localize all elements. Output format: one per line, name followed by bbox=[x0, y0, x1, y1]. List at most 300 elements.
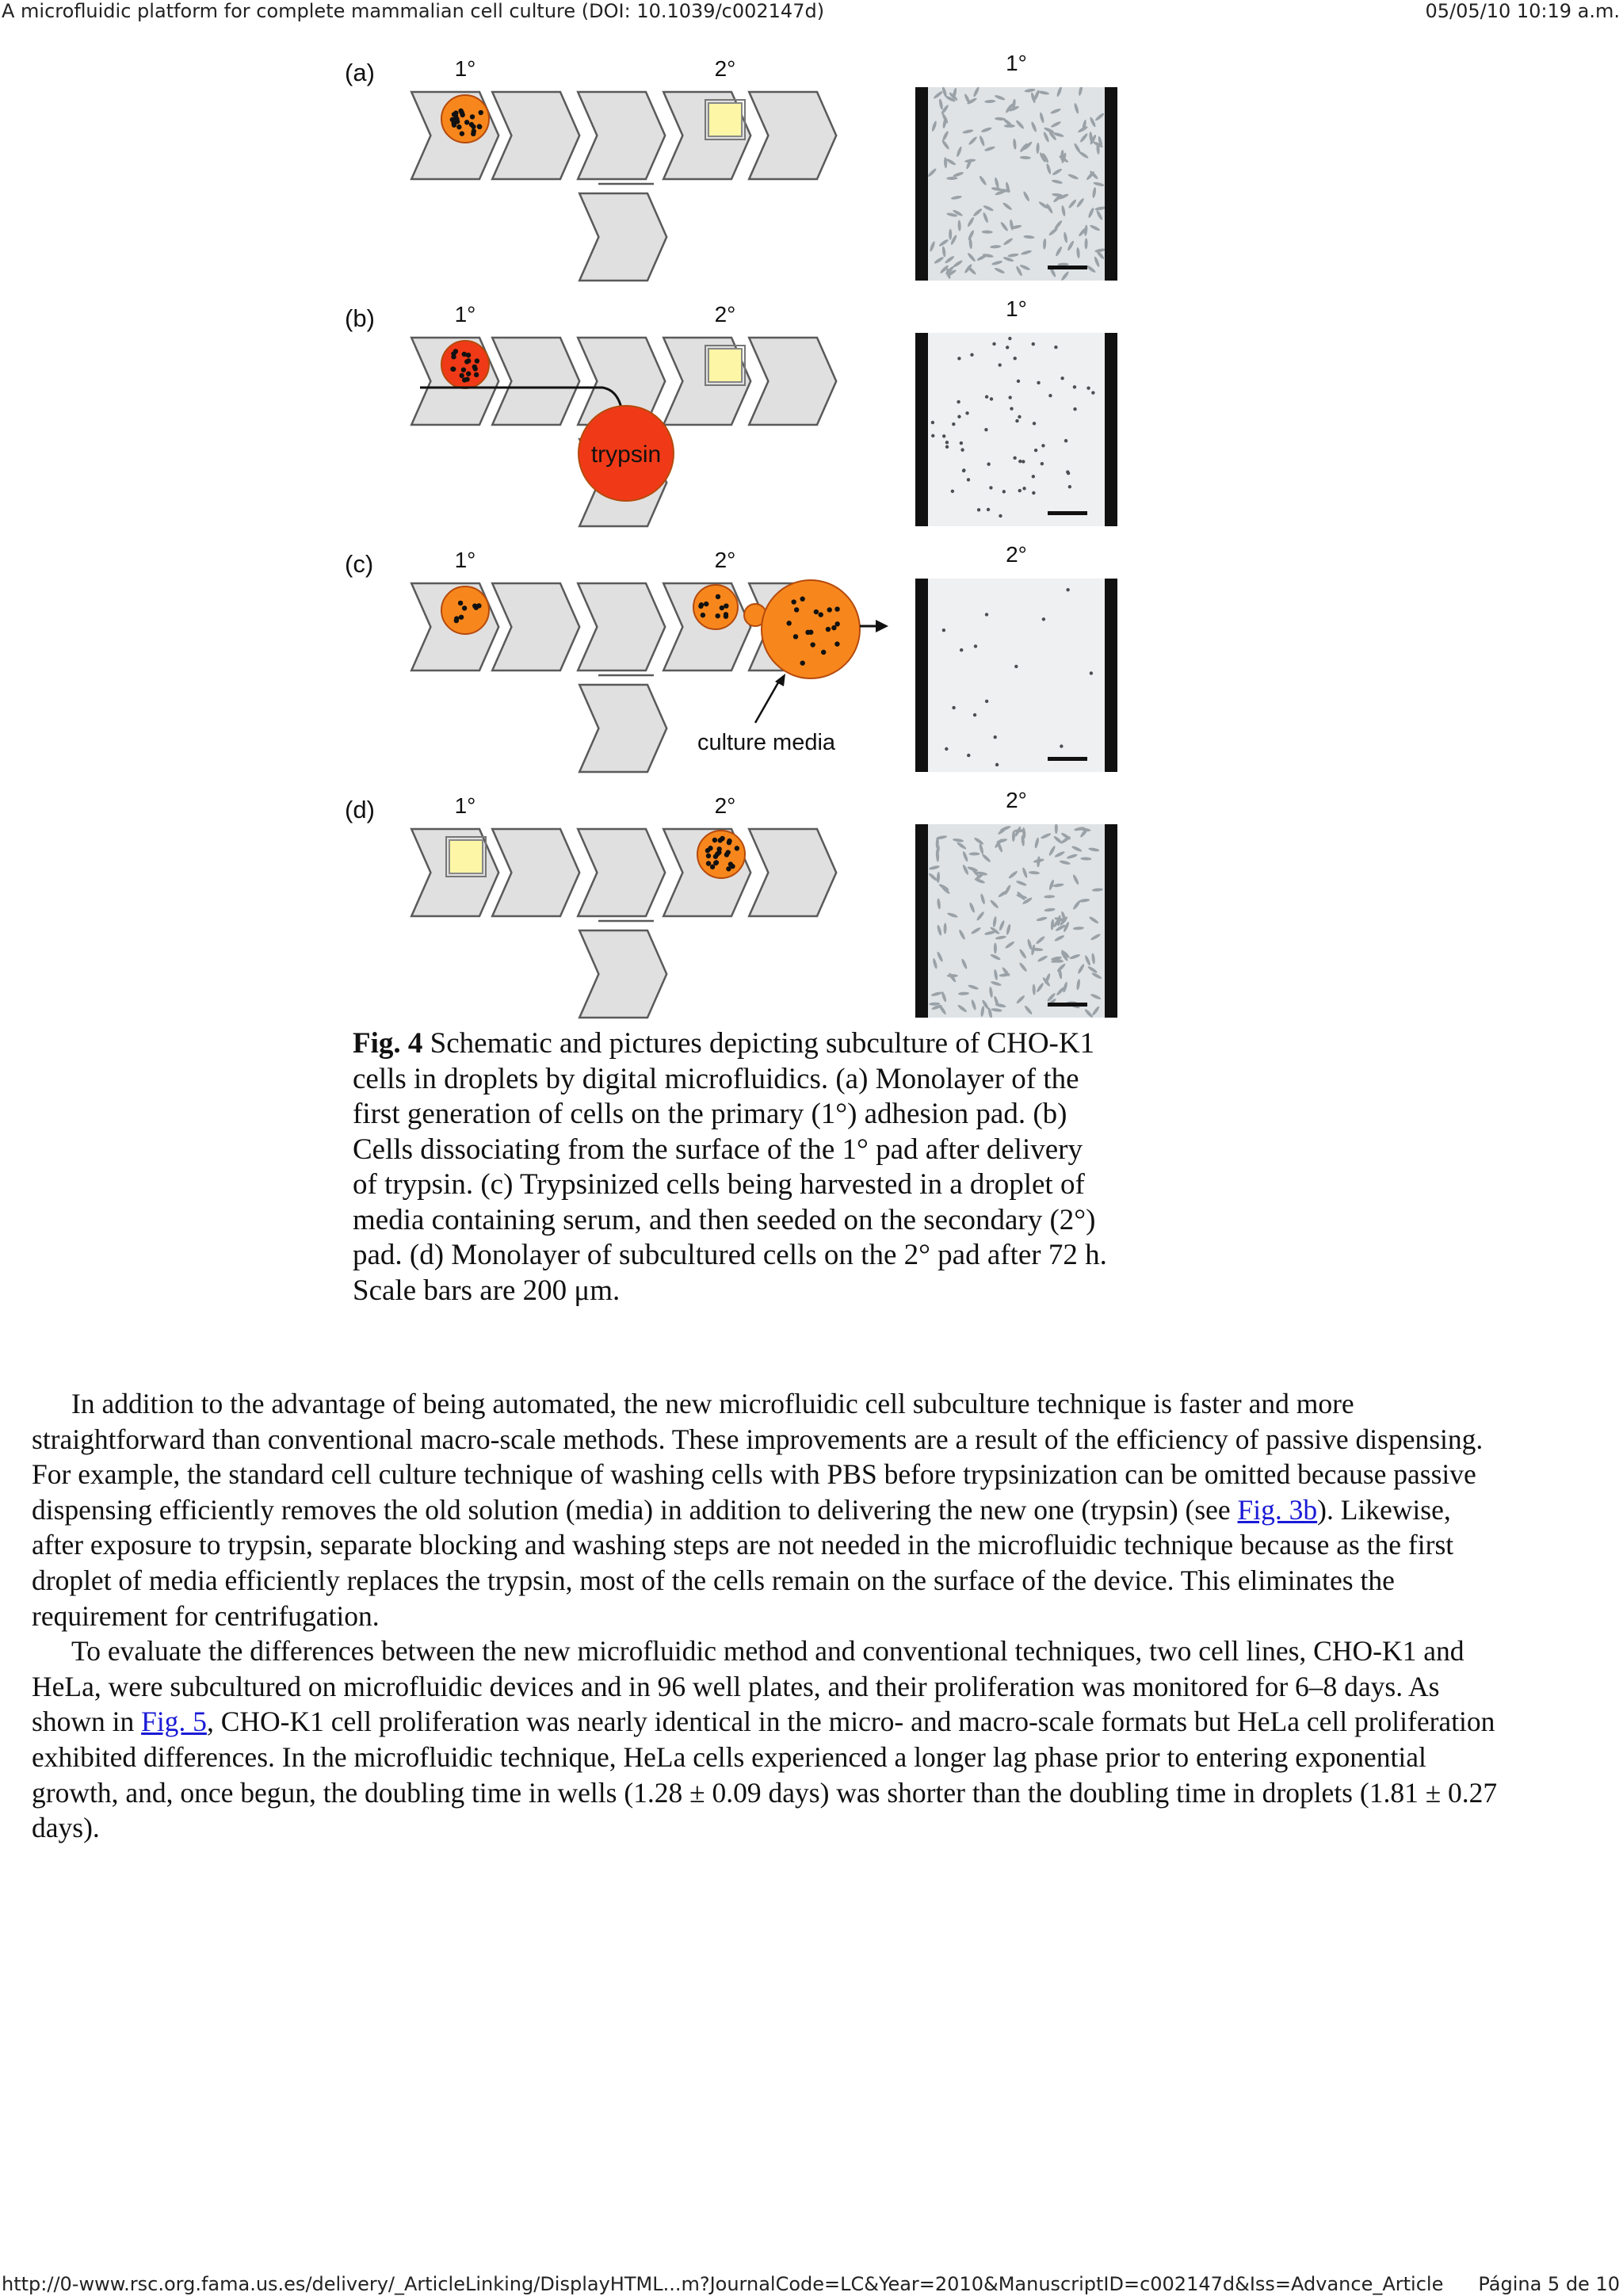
cell bbox=[938, 98, 944, 110]
cell bbox=[1034, 449, 1037, 452]
cell bbox=[958, 991, 969, 995]
cell bbox=[1063, 231, 1067, 243]
cell-dot bbox=[698, 604, 703, 609]
electrode bbox=[492, 829, 579, 916]
cell bbox=[1069, 953, 1081, 961]
cell bbox=[1073, 143, 1082, 154]
cell bbox=[928, 167, 938, 178]
electrode bbox=[749, 829, 836, 916]
cell bbox=[1018, 460, 1022, 463]
cell bbox=[1036, 916, 1048, 922]
cell-dot bbox=[714, 860, 719, 865]
cell-dot bbox=[464, 120, 469, 124]
cell-dot bbox=[459, 373, 464, 378]
cell bbox=[1094, 113, 1105, 122]
cell bbox=[991, 980, 1002, 987]
cell bbox=[1036, 982, 1044, 993]
cell bbox=[942, 628, 945, 632]
cell bbox=[1045, 163, 1052, 175]
micrograph-image bbox=[915, 87, 1117, 281]
cell bbox=[1045, 203, 1054, 214]
cell bbox=[941, 139, 949, 151]
cell bbox=[1073, 385, 1076, 388]
cell bbox=[1016, 880, 1027, 887]
cell-dot bbox=[827, 607, 832, 612]
cell bbox=[1032, 984, 1036, 995]
cell-dot bbox=[459, 615, 464, 620]
cell-dot bbox=[727, 839, 731, 843]
cell bbox=[936, 951, 944, 962]
electrode bbox=[749, 338, 836, 425]
cell bbox=[957, 220, 961, 231]
cell bbox=[977, 508, 980, 511]
micrograph-c bbox=[915, 542, 1117, 772]
cell-dot bbox=[455, 119, 460, 124]
cell bbox=[992, 916, 997, 927]
cell bbox=[1088, 915, 1099, 924]
cell bbox=[979, 175, 987, 186]
cell bbox=[973, 837, 984, 846]
cell bbox=[1080, 857, 1091, 861]
cell bbox=[980, 1006, 985, 1017]
cell-dot bbox=[471, 124, 475, 129]
cell bbox=[960, 648, 963, 651]
panel-c bbox=[337, 542, 1117, 780]
cell bbox=[1055, 824, 1058, 834]
cell bbox=[999, 825, 1011, 832]
cell bbox=[1083, 225, 1087, 236]
cell bbox=[957, 1004, 968, 1014]
cell-dot bbox=[479, 110, 483, 115]
cell bbox=[984, 146, 996, 152]
cell-dot bbox=[793, 634, 798, 639]
micrograph-label: 2° bbox=[1006, 542, 1027, 567]
cell bbox=[931, 421, 934, 424]
cell-dot bbox=[454, 618, 459, 623]
cell bbox=[994, 942, 997, 953]
cell-dot bbox=[461, 367, 466, 372]
cell-dot bbox=[834, 641, 839, 646]
electrode bbox=[492, 583, 579, 670]
cell bbox=[991, 1007, 1002, 1012]
cell bbox=[999, 920, 1006, 931]
cell bbox=[929, 865, 941, 870]
cell bbox=[990, 245, 1001, 249]
cell bbox=[957, 357, 960, 360]
electrode bbox=[579, 193, 666, 281]
scale-bar bbox=[1048, 511, 1087, 515]
cell bbox=[1075, 197, 1085, 208]
cell bbox=[958, 929, 966, 940]
electrode bbox=[492, 338, 579, 425]
cell-dot bbox=[831, 625, 836, 630]
cell bbox=[1054, 346, 1057, 349]
cell bbox=[1079, 132, 1089, 143]
cell-dot bbox=[466, 353, 471, 357]
cell bbox=[1018, 415, 1021, 418]
figure-caption bbox=[353, 1026, 1113, 1308]
paragraph-1-text-b: ). Likewise, after exposure to trypsin, separate blocking and washing steps are not needed in the microfluidic technique because as the first droplet of media efficiently replaces the trypsin, most of the cells remain on the surface of the device. This eliminates the requirement for centrifugation. bbox=[32, 1493, 1454, 1632]
cell-dot bbox=[800, 660, 805, 665]
cell bbox=[994, 267, 1005, 275]
cell bbox=[956, 146, 963, 157]
cell bbox=[1032, 491, 1035, 495]
cell bbox=[1066, 470, 1069, 473]
cell-dot bbox=[716, 613, 720, 618]
cell bbox=[979, 135, 986, 147]
caption-label: Fig. 4 bbox=[353, 1027, 423, 1060]
cell bbox=[1022, 460, 1025, 463]
micrograph-b bbox=[915, 296, 1117, 526]
adhesion-pad bbox=[708, 349, 742, 382]
cell bbox=[1071, 845, 1083, 852]
cell bbox=[972, 87, 980, 97]
cell-droplet bbox=[441, 95, 489, 143]
cell bbox=[1020, 156, 1031, 160]
pad-2-label: 2° bbox=[714, 302, 736, 327]
schematic-c bbox=[337, 542, 892, 780]
cell bbox=[1068, 485, 1071, 488]
cell bbox=[960, 448, 964, 451]
cell bbox=[1007, 253, 1018, 258]
cell-dot bbox=[716, 594, 720, 599]
cell bbox=[1091, 953, 1096, 964]
cell bbox=[970, 353, 973, 356]
micrograph-image bbox=[915, 824, 1117, 1018]
cell bbox=[1002, 490, 1006, 493]
cell bbox=[1010, 407, 1013, 410]
cell bbox=[1044, 907, 1055, 912]
cell-dot bbox=[715, 851, 720, 856]
cell bbox=[981, 853, 991, 863]
cell-dot bbox=[458, 601, 463, 606]
cell bbox=[1052, 179, 1064, 185]
cell bbox=[944, 255, 955, 265]
cell-dot bbox=[704, 602, 708, 606]
cell bbox=[1041, 462, 1044, 465]
cell-dot bbox=[834, 621, 839, 626]
cell bbox=[1039, 112, 1045, 124]
cell-dot bbox=[810, 642, 815, 647]
cell bbox=[1091, 391, 1094, 394]
cell-dot bbox=[805, 630, 810, 635]
electrode bbox=[579, 685, 666, 772]
cell bbox=[999, 221, 1009, 232]
cell bbox=[1061, 205, 1067, 217]
cell bbox=[1029, 871, 1040, 875]
cell bbox=[1012, 831, 1015, 842]
cell bbox=[979, 843, 984, 855]
cell bbox=[1052, 883, 1064, 888]
cell bbox=[994, 177, 1000, 189]
cell bbox=[933, 90, 943, 100]
cell bbox=[949, 229, 952, 240]
cell bbox=[1026, 938, 1033, 950]
cell bbox=[1067, 199, 1077, 209]
cell bbox=[1073, 102, 1079, 114]
cell bbox=[1021, 250, 1033, 256]
cell bbox=[1053, 835, 1064, 845]
cell bbox=[937, 872, 941, 883]
cell bbox=[1053, 220, 1063, 230]
cell bbox=[985, 395, 988, 398]
cell bbox=[1072, 874, 1080, 885]
cell-dot bbox=[716, 846, 721, 851]
cell bbox=[945, 747, 948, 751]
cell bbox=[1037, 381, 1040, 384]
cell bbox=[932, 958, 938, 970]
cell bbox=[1022, 487, 1025, 490]
cell-dot bbox=[814, 609, 819, 614]
figure-4 bbox=[337, 51, 1117, 1022]
cell bbox=[1006, 924, 1011, 936]
cell bbox=[1015, 120, 1025, 130]
scale-bar bbox=[1048, 1003, 1087, 1007]
cell bbox=[968, 984, 980, 991]
cell bbox=[951, 195, 962, 200]
cell-dot bbox=[473, 366, 478, 371]
electrode bbox=[492, 92, 579, 179]
cell bbox=[1004, 941, 1015, 949]
paragraph-2-text-a: To evaluate the differences between the new microfluidic method and conventional techniques, two cell lines, CHO-K1 and HeLa, were subcultured on microfluidic devices and in 96 well plates, and their proliferation was monitored for 6–8 days. As shown in bbox=[32, 1635, 1465, 1738]
panel-a bbox=[337, 51, 1117, 288]
cell bbox=[1064, 439, 1067, 442]
footer-url: http://0-www.rsc.org.fama.us.es/delivery/_ArticleLinking/DisplayHTML...m?JournalCode=LC&Year=2010&ManuscriptID=c002147d&Iss=Advance_Article bbox=[2, 2273, 1444, 2295]
cell bbox=[1024, 1005, 1033, 1015]
cell bbox=[1084, 1008, 1094, 1018]
panel-d bbox=[337, 788, 1117, 1026]
cell bbox=[984, 100, 995, 104]
cell bbox=[934, 256, 945, 265]
cell bbox=[1066, 588, 1069, 591]
header-title: A microfluidic platform for complete mammalian cell culture (DOI: 10.1039/c002147d) bbox=[2, 0, 825, 22]
cell bbox=[947, 911, 959, 918]
cell-dot bbox=[453, 113, 458, 118]
cell bbox=[1062, 981, 1068, 993]
cell bbox=[1008, 870, 1018, 880]
cell bbox=[983, 204, 994, 212]
cell bbox=[976, 254, 987, 262]
cell bbox=[1037, 955, 1048, 963]
cell-dot bbox=[451, 354, 456, 359]
cell bbox=[962, 850, 969, 862]
paragraph-2-text-b: , CHO-K1 cell proliferation was nearly identical in the micro- and macro-scale formats but HeLa cell proliferation exhibited differences. In the microfluidic technique, HeLa cells experienced a longer lag phase prior to entering exponential growth, and, once begun, the doubling time in wells (1.28 ± 0.09 days) was shorter than the doubling time in droplets (1.81 ± 0.27 days). bbox=[32, 1706, 1498, 1844]
cell bbox=[1060, 270, 1070, 281]
cell bbox=[1004, 124, 1015, 128]
fig-5-link[interactable]: Fig. 5 bbox=[141, 1706, 207, 1738]
cell bbox=[1059, 860, 1071, 865]
schematic-a bbox=[337, 51, 892, 288]
cell bbox=[1035, 935, 1045, 945]
electrode bbox=[749, 92, 836, 179]
adhesion-pad bbox=[449, 840, 483, 873]
cell-dot bbox=[724, 852, 729, 857]
cell bbox=[1013, 139, 1017, 150]
cell bbox=[1032, 342, 1035, 346]
cell bbox=[971, 926, 982, 935]
cell bbox=[1032, 475, 1035, 478]
cell bbox=[1042, 617, 1045, 621]
cell bbox=[1040, 832, 1051, 839]
arrow-head bbox=[876, 620, 888, 632]
cell bbox=[995, 763, 999, 766]
cell bbox=[998, 889, 1009, 898]
cell bbox=[1008, 337, 1011, 340]
pad-1-label: 1° bbox=[454, 793, 476, 818]
cell bbox=[931, 120, 938, 132]
cell-dot bbox=[800, 597, 804, 602]
cell bbox=[1091, 1006, 1100, 1017]
cell bbox=[991, 260, 1003, 266]
cell bbox=[1036, 143, 1040, 154]
cell-dot bbox=[474, 372, 479, 377]
cell bbox=[969, 852, 980, 855]
fig-3b-link[interactable]: Fig. 3b bbox=[1237, 1493, 1318, 1526]
cell bbox=[972, 208, 983, 217]
electrode bbox=[578, 583, 665, 670]
cell bbox=[995, 935, 1006, 940]
cell bbox=[957, 415, 960, 418]
cell bbox=[1037, 856, 1041, 867]
cell bbox=[1093, 181, 1105, 187]
pad-1-label: 1° bbox=[454, 548, 476, 572]
cell bbox=[1050, 120, 1061, 128]
cell bbox=[1008, 395, 1011, 399]
cell bbox=[1076, 979, 1081, 990]
cell bbox=[1060, 376, 1064, 380]
cell bbox=[1073, 407, 1076, 411]
cell bbox=[952, 706, 955, 709]
cell bbox=[1079, 898, 1090, 903]
cell bbox=[982, 212, 989, 223]
cell-dot bbox=[724, 603, 728, 608]
schematic-b bbox=[337, 296, 892, 534]
cell-dot bbox=[456, 124, 461, 129]
cell-dot bbox=[826, 627, 831, 632]
cell bbox=[1077, 963, 1086, 974]
cell bbox=[982, 230, 993, 233]
cell-dot bbox=[726, 866, 731, 871]
cell bbox=[967, 754, 970, 757]
cell bbox=[1056, 963, 1067, 973]
paragraph-2 bbox=[32, 1633, 1506, 1846]
cell bbox=[1084, 955, 1091, 966]
cell bbox=[953, 171, 964, 178]
cell bbox=[1018, 949, 1027, 960]
cell bbox=[974, 877, 986, 884]
cell bbox=[1048, 394, 1052, 397]
cell bbox=[1052, 168, 1063, 177]
cell bbox=[989, 486, 992, 489]
scale-bar bbox=[1048, 757, 1087, 761]
cell bbox=[960, 958, 968, 969]
micrograph-image bbox=[915, 333, 1117, 526]
cell bbox=[1041, 444, 1044, 447]
cell bbox=[967, 216, 976, 227]
cell-dot bbox=[451, 367, 456, 372]
cell-dot bbox=[466, 358, 471, 363]
cell bbox=[968, 136, 978, 146]
cell-dot bbox=[710, 865, 715, 869]
cell bbox=[1094, 206, 1105, 211]
cell bbox=[1088, 847, 1099, 852]
cell bbox=[974, 644, 977, 648]
article-body bbox=[32, 1386, 1506, 1846]
cell bbox=[1090, 993, 1102, 1000]
cell bbox=[938, 239, 949, 247]
cell bbox=[1013, 457, 1016, 460]
cell bbox=[993, 969, 998, 980]
cell-dot bbox=[712, 838, 717, 842]
cell bbox=[931, 434, 934, 437]
cell bbox=[1015, 995, 1025, 1005]
panel-letter: (b) bbox=[345, 304, 375, 332]
cell bbox=[985, 700, 988, 703]
cell bbox=[1090, 933, 1101, 941]
cell bbox=[967, 252, 976, 262]
cell bbox=[984, 428, 987, 431]
cell bbox=[1084, 238, 1087, 249]
cell bbox=[1014, 665, 1018, 668]
cell bbox=[1056, 87, 1063, 97]
culture-media-droplet bbox=[762, 580, 860, 678]
footer-page: Página 5 de 10 bbox=[1478, 2273, 1620, 2295]
micrograph-image bbox=[915, 579, 1117, 772]
cell bbox=[1048, 879, 1055, 891]
cell bbox=[1067, 240, 1075, 251]
panel-letter: (c) bbox=[345, 550, 374, 578]
cell-dot bbox=[701, 613, 705, 617]
electrode bbox=[578, 829, 665, 916]
pad-1-label: 1° bbox=[454, 302, 476, 327]
cell bbox=[987, 462, 990, 465]
cell-dot bbox=[705, 848, 710, 853]
cell bbox=[1067, 173, 1079, 180]
cell-dot bbox=[476, 603, 481, 608]
cell bbox=[1050, 919, 1054, 930]
cell bbox=[929, 241, 936, 253]
pad-2-label: 2° bbox=[714, 548, 736, 572]
cell bbox=[1018, 489, 1022, 492]
cell bbox=[987, 508, 990, 511]
cell bbox=[942, 434, 945, 437]
cell bbox=[1038, 90, 1050, 96]
cell bbox=[1090, 671, 1093, 674]
micrograph-label: 2° bbox=[1006, 788, 1027, 812]
cell bbox=[971, 999, 977, 1011]
cell bbox=[951, 490, 954, 493]
cell bbox=[962, 469, 965, 472]
pad-2-label: 2° bbox=[714, 56, 736, 81]
cell bbox=[1060, 744, 1063, 747]
cell bbox=[1030, 121, 1037, 132]
cell bbox=[946, 177, 957, 180]
cell bbox=[941, 246, 946, 257]
cell bbox=[1095, 209, 1103, 220]
cell bbox=[967, 478, 970, 481]
cell bbox=[1054, 934, 1065, 942]
cell bbox=[990, 397, 993, 400]
cell bbox=[994, 94, 1006, 101]
cell bbox=[1086, 387, 1090, 390]
cell bbox=[965, 411, 968, 415]
cell bbox=[1033, 422, 1036, 425]
cell bbox=[1018, 961, 1028, 972]
paragraph-1 bbox=[32, 1386, 1506, 1633]
cell bbox=[1017, 380, 1020, 383]
panel-b bbox=[337, 296, 1117, 534]
cell-dot bbox=[821, 650, 826, 655]
